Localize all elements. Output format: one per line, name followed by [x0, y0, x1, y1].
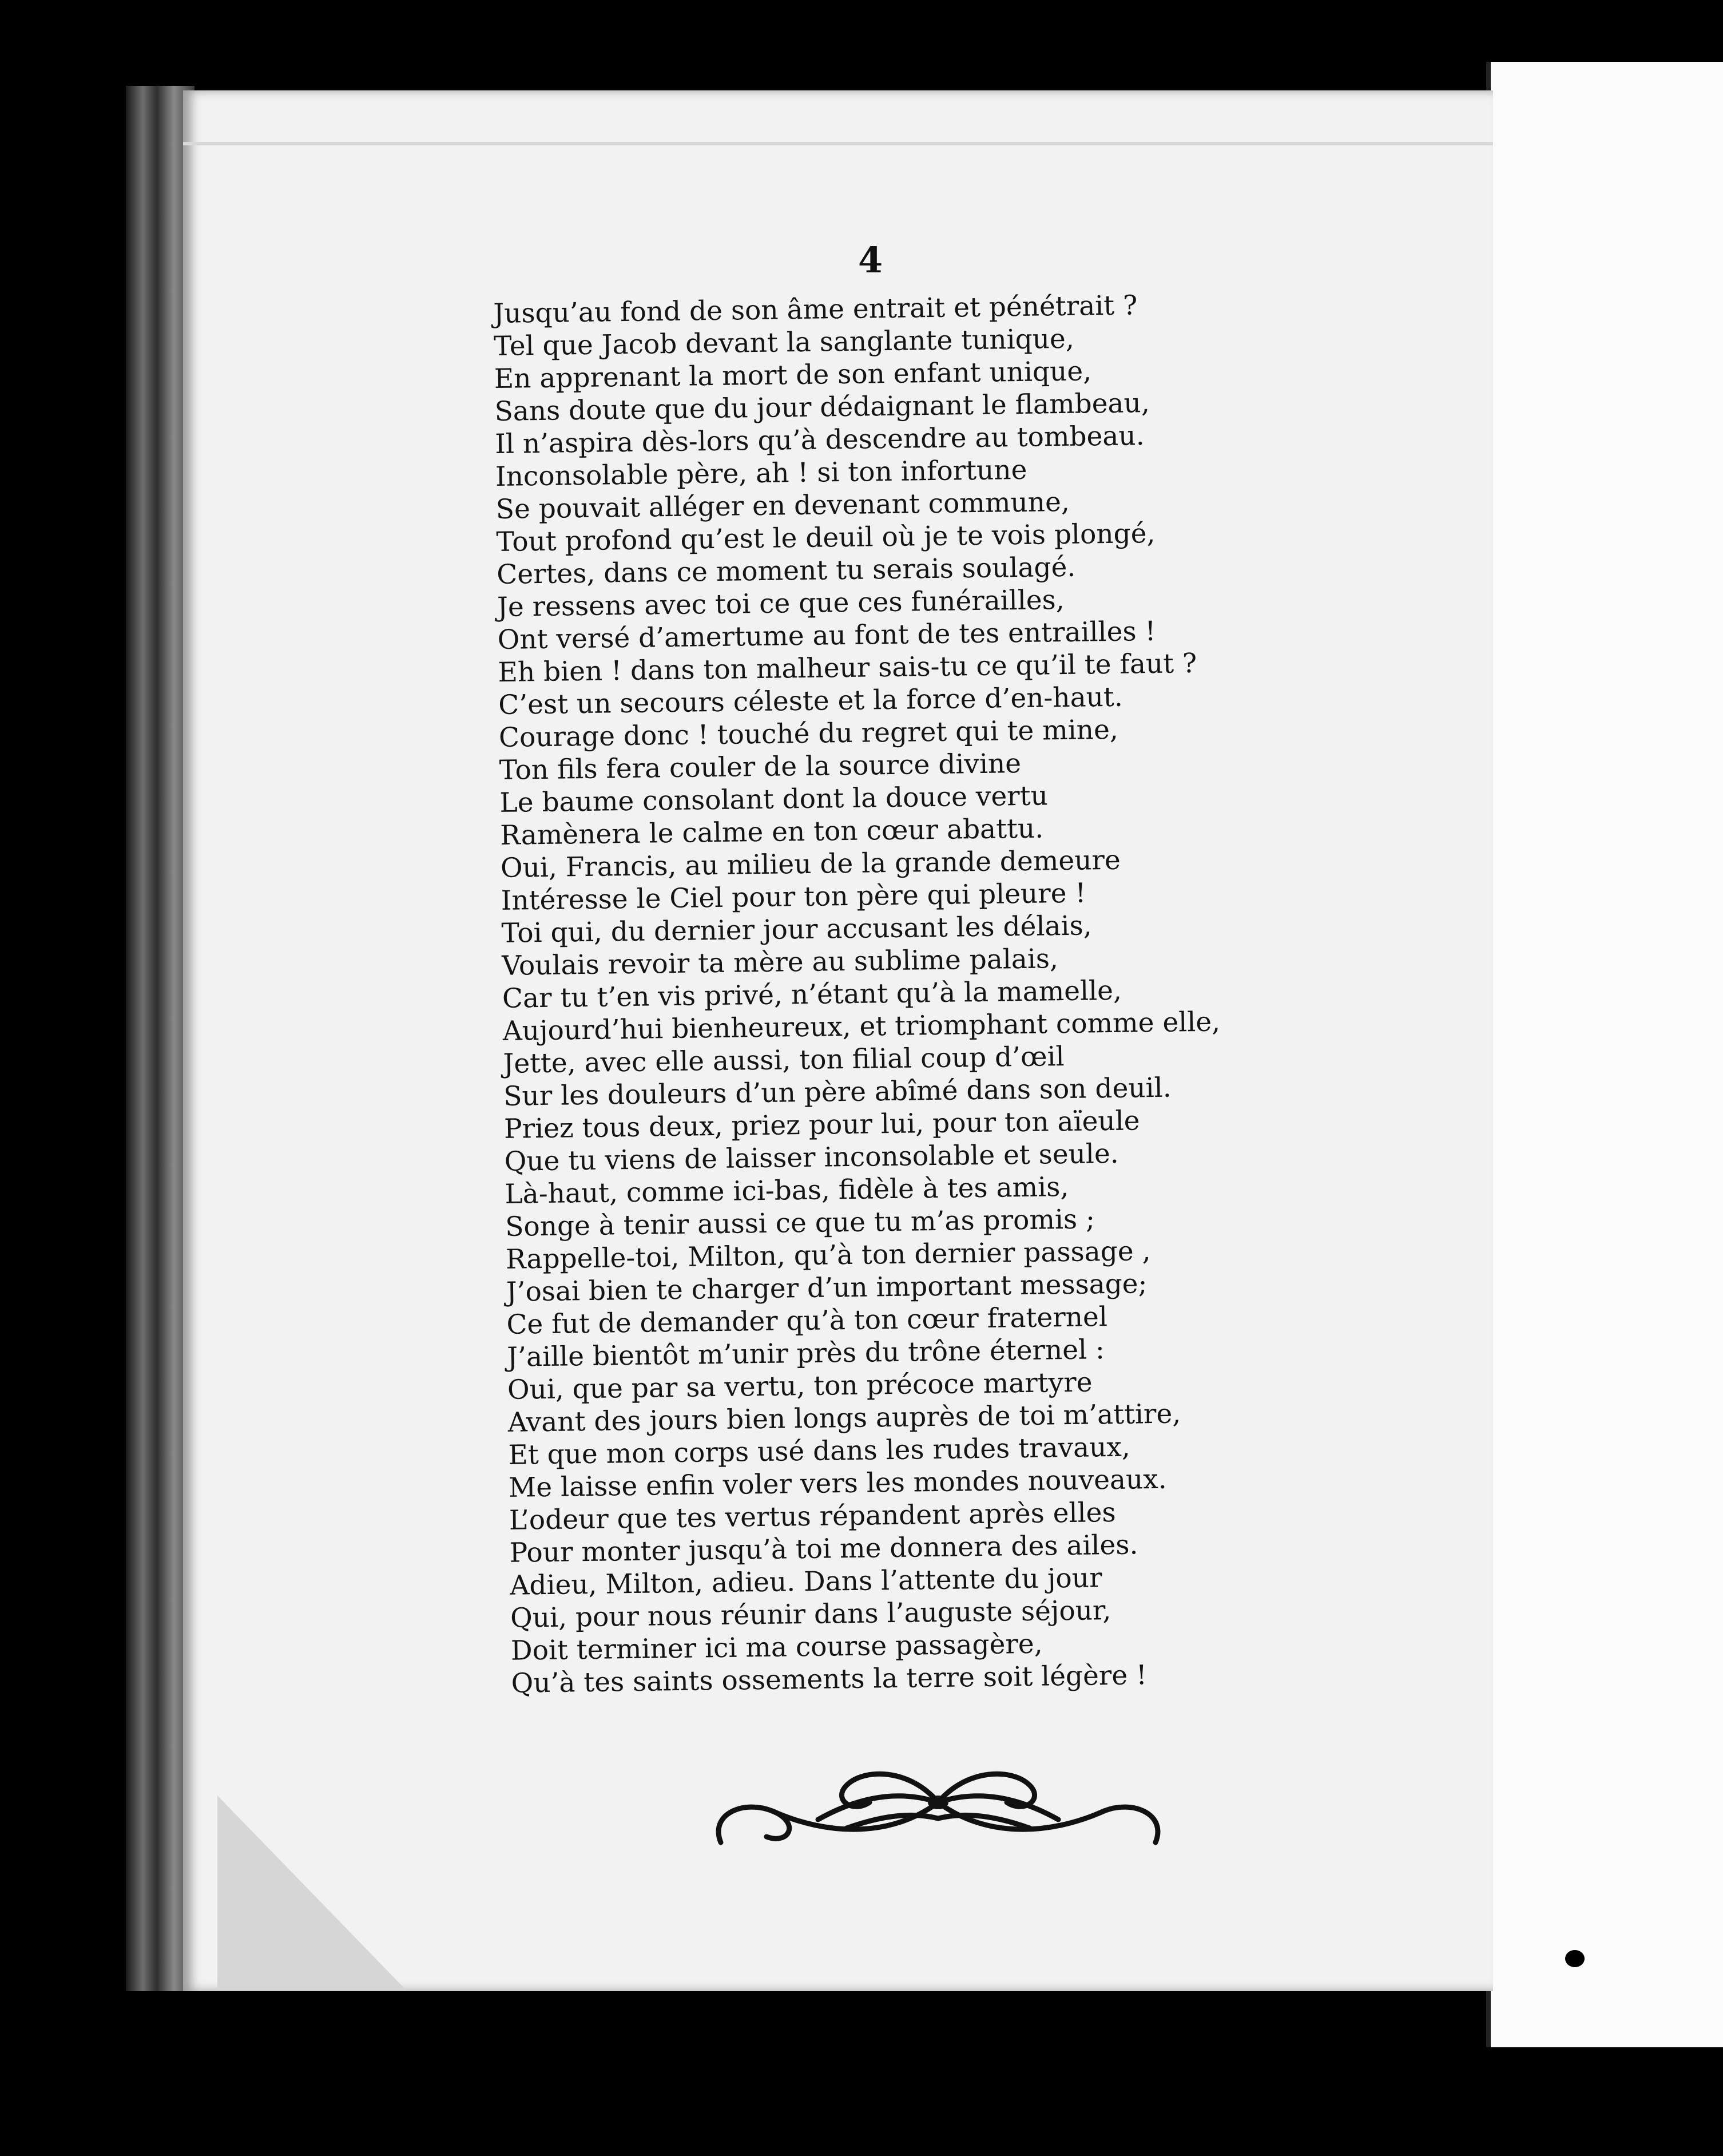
poem-line: Certes, dans ce moment tu serais soulagé. [496, 551, 1076, 590]
poem-line: Oui, Francis, au milieu de la grande demeure [500, 844, 1121, 884]
poem-line: Voulais revoir ta mère au sublime palais, [501, 943, 1059, 982]
ornament-flourish [704, 1745, 1173, 1854]
poem-line: Ramènera le calme en ton cœur abattu. [499, 813, 1044, 851]
poem-line: Tout profond qu’est le deuil où je te vois plongé, [496, 517, 1156, 558]
ink-spot [1565, 1950, 1585, 1967]
poem-line: Rappelle-toi, Milton, qu’à ton dernier passage , [505, 1235, 1151, 1275]
poem-line: Aujourd’hui bienheureux, et triomphant comme elle, [502, 1006, 1221, 1047]
poem-line: Courage donc ! touché du regret qui te mine, [498, 714, 1119, 754]
poem-line: L’odeur que tes vertus répandent après elles [509, 1496, 1116, 1536]
poem-line: Se pouvait alléger en devenant commune, [495, 486, 1070, 525]
poem-text [493, 287, 1289, 1700]
poem-line: Que tu viens de laisser inconsolable et seule. [504, 1138, 1119, 1178]
folded-corner [217, 1796, 406, 1990]
poem-line: Doit terminer ici ma course passagère, [510, 1628, 1043, 1667]
next-page-edge [1486, 62, 1723, 2047]
poem-line: Oui, que par sa vertu, ton précoce martyre [507, 1366, 1093, 1406]
poem-line: Il n’aspira dès-lors qu’à descendre au tombeau. [494, 420, 1145, 460]
poem-line: Qu’à tes saints ossements la terre soit légère ! [511, 1659, 1148, 1699]
poem-line: Ton fils fera couler de la source divine [499, 747, 1022, 786]
poem-line: Eh bien ! dans ton malheur sais-tu ce qu’il te faut ? [498, 647, 1197, 688]
poem-line: Jusqu’au fond de son âme entrait et pénétrait ? [493, 290, 1138, 330]
poem-line: Pour monter jusqu’à toi me donnera des ailes. [509, 1529, 1138, 1569]
poem-line: Inconsolable père, ah ! si ton infortune [495, 454, 1027, 493]
poem-line: Avant des jours bien longs auprès de toi m’attire, [507, 1398, 1181, 1438]
poem-line: Car tu t’en vis privé, n’étant qu’à la mamelle, [502, 974, 1122, 1014]
poem-line: Toi qui, du dernier jour accusant les délais, [501, 910, 1092, 949]
poem-line: Qui, pour nous réunir dans l’auguste séjour, [510, 1595, 1111, 1634]
page-top-edge [183, 142, 1493, 145]
poem-line: Sans doute que du jour dédaignant le flambeau, [494, 387, 1150, 427]
poem-line: Le baume consolant dont la douce vertu [499, 780, 1049, 819]
page-number: 4 [858, 239, 883, 281]
poem-line: J’aille bientôt m’unir près du trône éternel : [506, 1334, 1105, 1373]
poem-line: Sur les douleurs d’un père abîmé dans son deuil. [503, 1072, 1172, 1112]
poem-line: C’est un secours céleste et la force d’en-haut. [498, 681, 1123, 721]
poem-line: Intéresse le Ciel pour ton père qui pleure ! [501, 877, 1086, 917]
poem-line: Et que mon corps usé dans les rudes travaux, [508, 1431, 1131, 1471]
poem-line: J’osai bien te charger d’un important message; [506, 1268, 1148, 1308]
poem-line: Songe à tenir aussi ce que tu m’as promis ; [505, 1203, 1095, 1243]
poem-line: Là-haut, comme ici-bas, fidèle à tes amis, [505, 1171, 1069, 1210]
poem-line: Ont versé d’amertume au font de tes entrailles ! [497, 615, 1156, 656]
poem-line: Je ressens avec toi ce que ces funérailles, [497, 584, 1065, 623]
poem-line: Ce fut de demander qu’à ton cœur fraternel [506, 1301, 1108, 1341]
poem-line: Jette, avec elle aussi, ton filial coup d’œil [503, 1041, 1065, 1080]
poem-line: En apprenant la mort de son enfant unique, [494, 355, 1092, 395]
poem-line: Priez tous deux, priez pour lui, pour ton aïeule [503, 1105, 1140, 1145]
poem-line: Me laisse enfin voler vers les mondes nouveaux. [508, 1463, 1168, 1504]
poem-line: Adieu, Milton, adieu. Dans l’attente du jour [510, 1562, 1102, 1602]
poem-line: Tel que Jacob devant la sanglante tunique, [493, 323, 1075, 362]
